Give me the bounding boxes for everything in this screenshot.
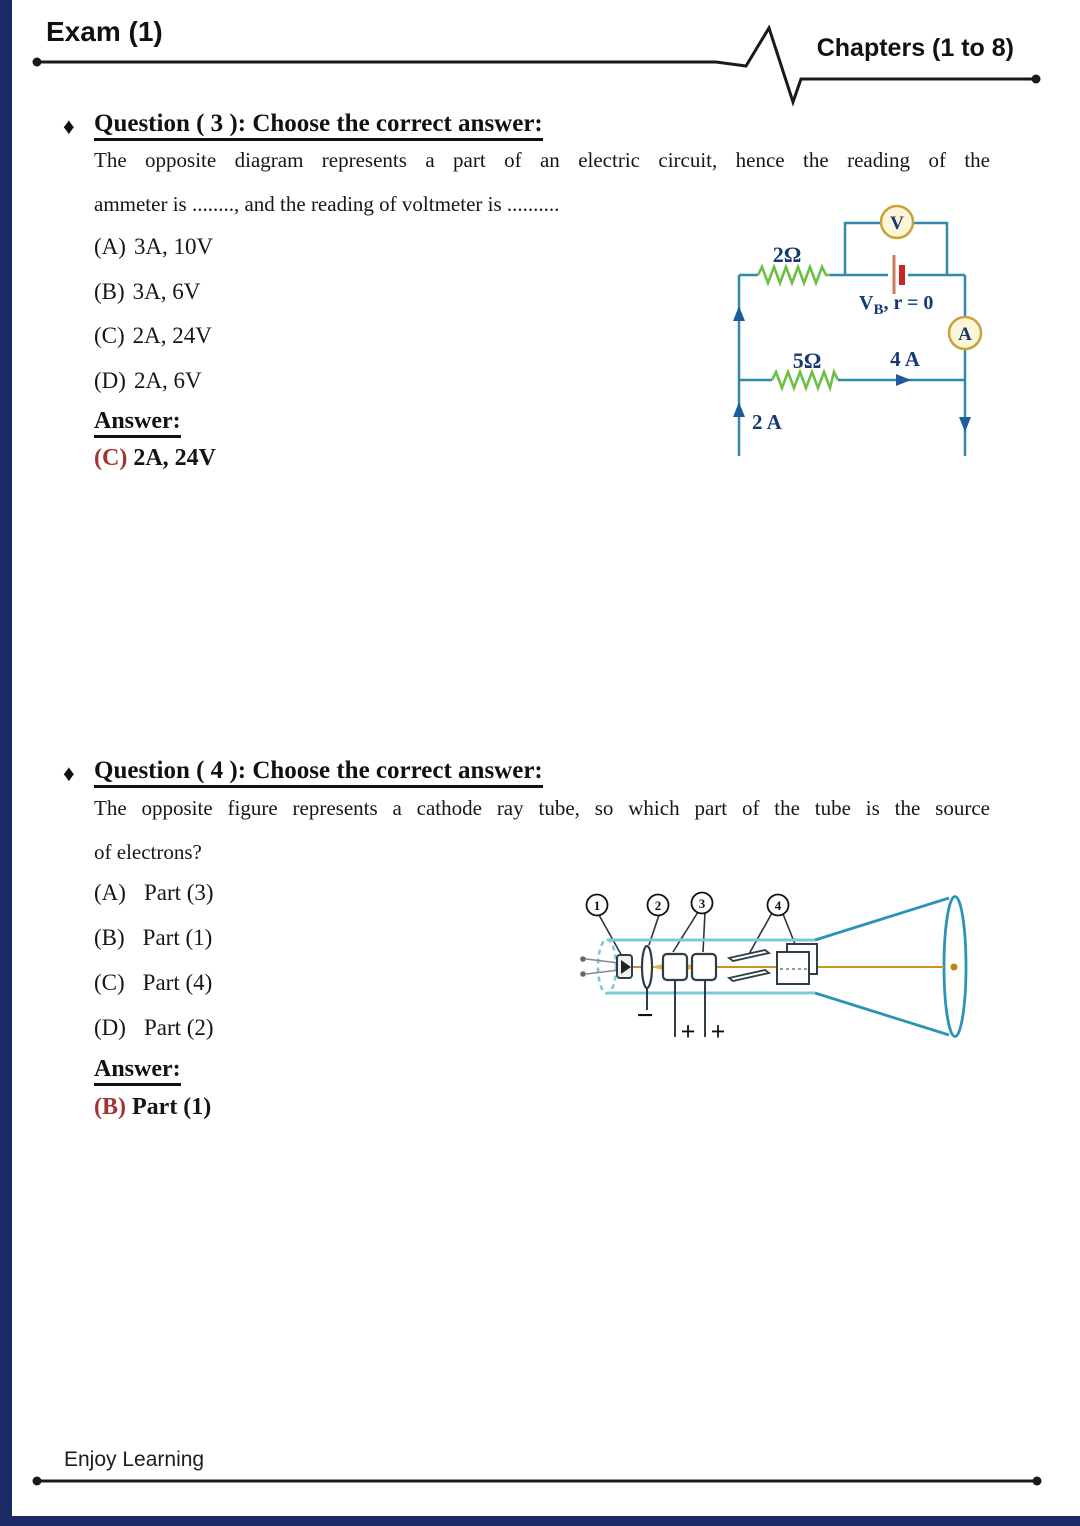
part2-grid-disc	[642, 946, 652, 988]
current-2a-label: 2 A	[752, 410, 782, 434]
battery-label: $V_B$, r = 0	[859, 292, 934, 318]
current-arrow-down	[959, 417, 971, 432]
q3-answer-label: (C)	[94, 445, 128, 471]
q3-answer-heading: Answer:	[94, 408, 181, 435]
q4-answer-heading: Answer:	[94, 1056, 181, 1083]
tube-cone	[815, 993, 949, 1035]
question3-heading-text: Question ( 3 ): Choose the correct answer:	[94, 110, 543, 141]
option-label: (B)	[94, 279, 125, 304]
question4-body-line1: The opposite figure represents a cathode ray tube, so which part of the tube is the source	[94, 796, 990, 820]
resistor-2ohm	[758, 267, 830, 283]
resistor-5ohm	[772, 372, 838, 388]
cathode-ray-tube-diagram	[565, 882, 995, 1057]
q4-option-b	[94, 925, 212, 951]
filament-terminal	[580, 956, 586, 962]
resistor-5ohm-label: 5Ω	[792, 348, 822, 373]
option-text: Part (3)	[143, 880, 214, 905]
q4-answer	[94, 1094, 211, 1121]
option-label: (C)	[94, 970, 125, 995]
chapters-label: Chapters (1 to 8)	[816, 34, 1014, 62]
filament-lead	[586, 970, 619, 974]
option-label: (C)	[94, 323, 125, 348]
header-line-right-dot	[1032, 75, 1041, 84]
footer-tagline: Enjoy Learning	[64, 1448, 205, 1471]
part2-number: 2	[654, 898, 662, 913]
voltmeter-label: V	[890, 213, 904, 234]
resistor-2ohm-label: 2Ω	[772, 242, 802, 267]
question3-body-line2: ammeter is ........, and the reading of voltmeter is ..........	[94, 192, 560, 216]
current-arrow-up	[733, 402, 745, 417]
q4-answer-label: (B)	[94, 1094, 126, 1120]
question4-heading-text: Question ( 4 ): Choose the correct answer:	[94, 757, 543, 788]
option-text: Part (4)	[142, 970, 213, 995]
option-text: 3A, 10V	[133, 234, 214, 259]
question4-body-line2: of electrons?	[94, 840, 202, 864]
diamond-bullet-icon: ♦	[63, 761, 75, 786]
header-zigzag-rule	[37, 28, 1036, 102]
footer-line-right-dot	[1033, 1477, 1042, 1486]
minus-terminal-label: −	[636, 999, 654, 1032]
page-left-border	[0, 0, 12, 1526]
current-4a-label: 4 A	[890, 347, 920, 371]
question4-heading	[94, 757, 543, 785]
beam-spot	[951, 964, 958, 971]
part4-deflection-plate-lower	[729, 970, 769, 981]
footer-line-left-dot	[33, 1477, 42, 1486]
tube-opening	[598, 940, 616, 994]
diamond-bullet-icon: ♦	[63, 114, 75, 139]
leader-line-4a	[749, 913, 772, 954]
option-text: 2A, 24V	[132, 323, 212, 348]
part1-number: 1	[593, 898, 601, 913]
leader-line-1	[599, 915, 623, 958]
filament-lead	[586, 959, 619, 963]
q4-option-a	[94, 880, 214, 906]
part3-anode-1	[663, 954, 687, 980]
filament-terminal	[580, 971, 586, 977]
current-arrow-right	[896, 374, 911, 386]
header-line-left-dot	[33, 58, 42, 67]
part3-number: 3	[698, 896, 706, 911]
q4-option-c	[94, 970, 212, 996]
page-bottom-border	[0, 1516, 1080, 1526]
current-arrow-up	[733, 306, 745, 321]
plus-terminal-label: +	[680, 1017, 696, 1046]
q3-option-c	[94, 323, 212, 349]
ammeter-label: A	[958, 324, 972, 345]
plus-terminal-label: +	[710, 1017, 726, 1046]
option-text: 3A, 6V	[132, 279, 201, 304]
option-text: 2A, 6V	[133, 368, 202, 393]
q3-answer-text: 2A, 24V	[133, 445, 216, 471]
question3-body-line1: The opposite diagram represents a part of an electric circuit, hence the reading of the	[94, 148, 990, 172]
option-text: Part (1)	[142, 925, 213, 950]
question3-heading	[94, 110, 543, 138]
option-label: (D)	[94, 1015, 126, 1040]
option-label: (A)	[94, 234, 126, 259]
q3-answer	[94, 445, 216, 472]
footer-divider-line	[0, 1472, 1080, 1492]
header-divider-line	[0, 0, 1080, 115]
option-label: (B)	[94, 925, 125, 950]
leader-line-3b	[703, 912, 705, 952]
q3-option-b	[94, 279, 200, 305]
part4-number: 4	[774, 898, 782, 913]
q4-answer-text: Part (1)	[132, 1094, 212, 1120]
part3-anode-2	[692, 954, 716, 980]
exam-title: Exam (1)	[46, 16, 163, 47]
part4-deflection-plate-upper	[729, 950, 769, 961]
circuit-diagram	[728, 196, 994, 472]
q3-option-a	[94, 234, 213, 260]
q4-option-d	[94, 1015, 214, 1041]
leader-line-3a	[673, 912, 698, 952]
option-text: Part (2)	[143, 1015, 214, 1040]
option-label: (A)	[94, 880, 126, 905]
option-label: (D)	[94, 368, 126, 393]
tube-cone	[815, 898, 949, 940]
q3-option-d	[94, 368, 202, 394]
